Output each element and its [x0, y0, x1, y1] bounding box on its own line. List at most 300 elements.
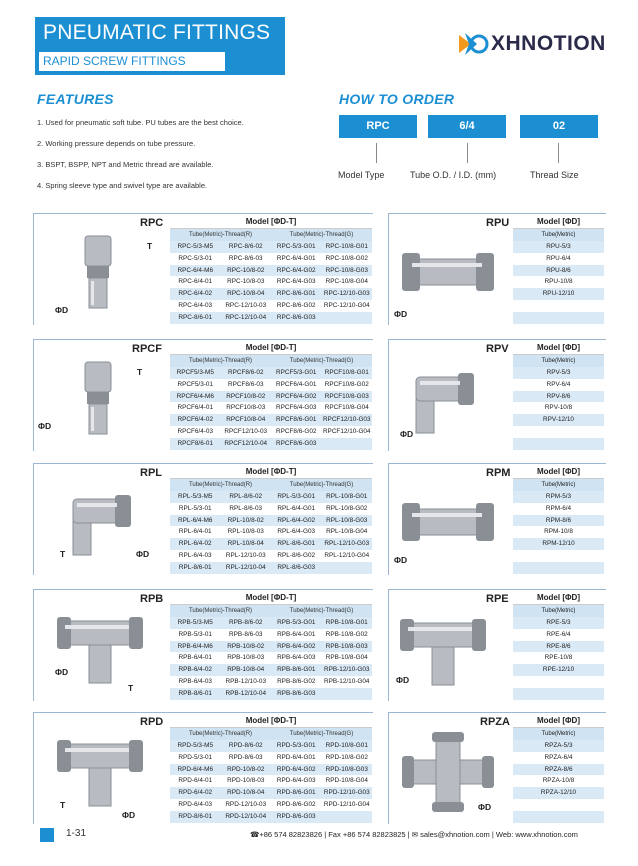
table-cell: RPL-6/4-M6	[178, 516, 213, 524]
table-cell: RPCF12/10-G03	[322, 416, 371, 424]
order-label-tube: Tube O.D. / I.D. (mm)	[410, 170, 497, 180]
table-cell: RPC-10/8-G01	[325, 243, 368, 250]
table-row	[170, 391, 372, 403]
table-header	[170, 605, 372, 617]
table-cell: RPB-5/3-G01	[277, 619, 316, 626]
table-cell: RPD-5/3-G01	[276, 742, 316, 749]
table-cell: RPL-10/8-G01	[326, 493, 368, 500]
page-marker	[40, 828, 54, 842]
table-row	[170, 515, 372, 527]
table-title: Model [ΦD-T]	[170, 590, 372, 605]
dimension-label-t: T	[137, 367, 143, 377]
order-connector	[376, 143, 377, 163]
table-row	[513, 562, 604, 574]
fitting-image	[55, 481, 150, 563]
table-cell: RPCF10/8-04	[226, 416, 266, 424]
fitting-image	[55, 357, 147, 439]
model-table	[513, 713, 604, 823]
table-row	[170, 367, 372, 379]
table-cell: RPC-10/8-03	[227, 278, 265, 286]
fitting-image	[55, 607, 147, 689]
dimension-label-d: ΦD	[400, 429, 414, 439]
fitting-image	[55, 730, 147, 812]
table-row	[170, 300, 372, 312]
table-row	[170, 676, 372, 688]
table-row: RPM-8/6	[513, 515, 604, 527]
dimension-label-d: ΦD	[55, 667, 69, 677]
table-title: Model [ΦD]	[513, 214, 604, 229]
page-title: PNEUMATIC FITTINGS	[43, 21, 271, 44]
model-table	[170, 464, 372, 574]
page-subtitle: RAPID SCREW FITTINGS	[39, 52, 225, 71]
order-connector	[558, 143, 559, 163]
table-row	[170, 265, 372, 277]
model-table	[170, 340, 372, 450]
table-cell: RPB-6/4-02	[178, 666, 212, 674]
table-row: RPV-5/3	[513, 367, 604, 379]
dimension-label-t: T	[147, 241, 153, 251]
table-cell: RPL-12/10-G04	[324, 551, 370, 559]
table-cell: RPD-8/6-G02	[276, 800, 316, 808]
table-row: RPZA-5/3	[513, 740, 604, 752]
table-row: RPU-10/8	[544, 278, 573, 286]
column-header: Tube(Metric)	[513, 605, 604, 617]
table-cell: RPL-8/6-02	[229, 493, 263, 500]
table-cell: RPC-10/8-04	[227, 290, 265, 298]
table-cell: RPCF6/4-02	[177, 416, 214, 424]
table-cell: RPL-10/8-G03	[326, 516, 368, 524]
table-cell: RPB-8/6-03	[229, 630, 263, 638]
contact-info: ☎+86 574 82823826 | Fax +86 574 82823825 | ✉ sales@xhnotion.com | Web: www.xhnotion.com	[250, 830, 578, 839]
table-cell: RPB-6/4-01	[178, 654, 212, 662]
product-code: RPL	[140, 467, 162, 479]
table-cell: RPL-12/10-04	[225, 563, 266, 571]
table-row: RPE-6/4	[546, 630, 571, 638]
table-row	[170, 253, 372, 265]
column-header: Tube(Metric)-Thread(G)	[289, 232, 354, 238]
table-cell: RPC-10/8-G03	[325, 266, 368, 274]
table-cell: RPD-6/4-M6	[177, 765, 213, 773]
product-code: RPC	[140, 217, 164, 229]
logo-icon	[455, 27, 489, 61]
table-title: Model [ΦD-T]	[170, 340, 372, 355]
table-cell: RPL-10/8-03	[227, 528, 264, 536]
table-row	[170, 503, 372, 515]
model-table	[513, 590, 604, 700]
table-cell: RPCF8/6-01	[177, 439, 214, 447]
table-title: Model [ΦD-T]	[170, 214, 372, 229]
table-cell: RPB-12/10-04	[225, 689, 266, 697]
table-cell	[322, 562, 373, 574]
table-row	[170, 740, 372, 752]
column-header: Tube(Metric)	[513, 728, 604, 740]
table-row	[170, 312, 372, 324]
table-row: RPM-5/3	[513, 491, 604, 503]
table-cell: RPD-10/8-04	[227, 789, 265, 797]
table-cell: RPB-12/10-G04	[324, 677, 370, 685]
table-cell	[322, 438, 373, 450]
column-header: Tube(Metric)-Thread(R)	[188, 731, 253, 737]
table-row	[170, 526, 372, 538]
table-cell: RPD-10/8-03	[227, 777, 265, 785]
table-row	[513, 811, 604, 823]
dimension-label-d: ΦD	[136, 549, 150, 559]
table-cell: RPL-12/10-G03	[324, 540, 370, 548]
fitting-image	[398, 609, 498, 689]
table-row	[513, 676, 604, 688]
page-number: 1-31	[66, 828, 87, 839]
column-header: Tube(Metric)-Thread(R)	[188, 232, 253, 238]
order-box-thread: 02	[520, 115, 598, 138]
table-cell: RPB-8/6-G01	[277, 666, 316, 674]
table-cell: RPCF8/6-G03	[276, 439, 317, 447]
table-cell: RPCF5/3-M5	[176, 369, 214, 376]
fitting-image	[398, 359, 498, 439]
table-row: RPE-8/6	[513, 641, 604, 653]
order-box-tube: 6/4	[428, 115, 506, 138]
dimension-label-d: ΦD	[478, 802, 492, 812]
table-cell: RPB-6/4-G03	[277, 654, 316, 662]
table-cell: RPCF8/6-G01	[276, 416, 317, 424]
table-cell: RPB-10/8-04	[227, 666, 265, 674]
product-code: RPM	[486, 467, 511, 479]
table-row	[170, 241, 372, 253]
features-heading: FEATURES	[37, 91, 114, 107]
order-label-model: Model Type	[338, 170, 385, 180]
order-box-model: RPC	[339, 115, 417, 138]
table-cell: RPL-8/6-G01	[277, 540, 316, 548]
column-header: Tube(Metric)	[513, 355, 604, 367]
table-cell	[322, 688, 373, 700]
table-cell: RPD-12/10-03	[225, 800, 267, 808]
table-cell: RPCF10/8-G04	[324, 404, 369, 412]
table-cell: RPD-8/6-03	[228, 753, 263, 761]
table-cell: RPCF12/10-03	[224, 427, 268, 435]
column-header: Tube(Metric)-Thread(R)	[188, 358, 253, 364]
table-cell: RPCF6/4-G01	[276, 380, 317, 388]
table-header	[170, 355, 372, 367]
table-cell: RPB-5/3-M5	[177, 619, 213, 626]
table-cell: RPCF6/4-03	[177, 427, 214, 435]
table-cell: RPL-6/4-01	[178, 528, 212, 536]
table-cell: RPB-8/6-G03	[277, 689, 316, 697]
table-row	[170, 617, 372, 629]
table-cell: RPL-10/8-G02	[326, 504, 368, 512]
table-cell: RPL-10/8-02	[227, 516, 264, 524]
table-cell: RPD-5/3-01	[178, 753, 213, 761]
table-cell: RPCF12/10-04	[224, 439, 268, 447]
table-cell: RPB-10/8-02	[227, 642, 265, 650]
table-cell: RPC-6/4-01	[178, 278, 213, 286]
table-row	[170, 652, 372, 664]
feature-item: 3. BSPT, BSPP, NPT and Metric thread are available.	[37, 160, 214, 169]
model-table	[170, 590, 372, 700]
table-title: Model [ΦD]	[513, 713, 604, 728]
table-cell: RPC-6/4-G03	[276, 278, 316, 286]
table-cell: RPB-10/8-03	[227, 654, 265, 662]
header-banner	[35, 17, 285, 75]
table-row	[170, 752, 372, 764]
table-cell: RPCF6/4-01	[177, 404, 214, 412]
feature-item: 1. Used for pneumatic soft tube. PU tubes are the best choice.	[37, 118, 244, 127]
table-cell: RPC-12/10-G04	[323, 301, 370, 309]
table-row: RPM-10/8	[544, 528, 573, 536]
column-header: Tube(Metric)	[513, 229, 604, 241]
table-row	[513, 550, 604, 562]
table-cell: RPL-8/6-G03	[277, 563, 316, 571]
table-cell: RPCF6/4-M6	[176, 392, 214, 400]
table-cell: RPC-10/8-02	[227, 266, 265, 274]
table-cell: RPCF12/10-G04	[322, 427, 371, 435]
column-header: Tube(Metric)-Thread(G)	[289, 358, 354, 364]
column-header: Tube(Metric)	[513, 479, 604, 491]
table-cell: RPD-12/10-G03	[323, 789, 370, 797]
table-title: Model [ΦD]	[513, 590, 604, 605]
table-cell: RPD-8/6-G03	[276, 812, 316, 820]
table-row: RPZA-8/6	[513, 764, 604, 776]
table-cell: RPD-6/4-03	[178, 800, 213, 808]
product-code: RPD	[140, 716, 164, 728]
table-row: RPZA-6/4	[544, 753, 573, 761]
table-cell: RPB-10/8-G04	[325, 654, 368, 662]
table-cell: RPB-10/8-G01	[325, 619, 368, 626]
table-row	[170, 764, 372, 776]
table-cell: RPCF10/8-G01	[324, 369, 369, 376]
table-title: Model [ΦD]	[513, 464, 604, 479]
table-row	[170, 379, 372, 391]
table-cell: RPL-8/6-03	[229, 504, 263, 512]
model-table	[170, 713, 372, 823]
table-cell: RPL-6/4-03	[178, 551, 212, 559]
table-row	[513, 312, 604, 324]
model-table	[170, 214, 372, 324]
product-code: RPV	[486, 343, 509, 355]
table-cell: RPL-10/8-G04	[326, 528, 368, 536]
table-cell: RPCF10/8-03	[226, 404, 266, 412]
table-row	[170, 414, 372, 426]
table-row: RPZA-12/10	[513, 787, 604, 799]
table-row: RPE-5/3	[513, 617, 604, 629]
table-row	[170, 775, 372, 787]
table-cell: RPCF5/3-01	[177, 380, 214, 388]
column-header: Tube(Metric)-Thread(G)	[289, 608, 354, 614]
product-code: RPZA	[480, 716, 510, 728]
table-cell: RPD-8/6-G01	[276, 789, 316, 797]
table-row	[170, 276, 372, 288]
table-cell: RPC-12/10-04	[225, 313, 267, 321]
table-row	[170, 491, 372, 503]
table-row	[170, 438, 372, 450]
table-cell: RPL-6/4-G02	[277, 516, 316, 524]
table-row: RPZA-10/8	[542, 777, 575, 785]
product-code: RPU	[486, 217, 510, 229]
table-cell: RPL-6/4-G01	[277, 504, 316, 512]
table-cell: RPD-12/10-04	[225, 812, 267, 820]
table-cell: RPB-6/4-G02	[277, 642, 316, 650]
table-cell: RPB-8/6-02	[229, 619, 263, 626]
table-cell: RPC-6/4-03	[178, 301, 213, 309]
table-row: RPU-6/4	[546, 254, 571, 262]
column-header: Tube(Metric)-Thread(G)	[289, 731, 354, 737]
table-row	[513, 426, 604, 438]
dimension-label-t: T	[60, 800, 66, 810]
feature-item: 4. Spring sleeve type and swivel type are available.	[37, 181, 208, 190]
table-cell: RPD-10/8-02	[227, 765, 265, 773]
table-cell: RPC-5/3-01	[178, 254, 213, 262]
table-cell: RPB-10/8-G02	[325, 630, 368, 638]
order-heading: HOW TO ORDER	[339, 91, 455, 107]
model-table	[513, 340, 604, 450]
feature-item: 2. Working pressure depends on tube pressure.	[37, 139, 196, 148]
product-code: RPE	[486, 593, 509, 605]
table-cell: RPCF10/8-G03	[324, 392, 369, 400]
table-cell: RPCF6/4-G03	[276, 404, 317, 412]
table-cell: RPB-6/4-03	[178, 677, 212, 685]
dimension-label-d: ΦD	[394, 555, 408, 565]
table-cell: RPCF5/3-G01	[276, 369, 317, 376]
table-cell: RPL-12/10-03	[225, 551, 266, 559]
product-code: RPCF	[132, 343, 162, 355]
table-header	[170, 728, 372, 740]
table-cell: RPCF8/6-03	[227, 380, 264, 388]
table-cell: RPCF8/6-02	[227, 369, 264, 376]
table-cell: RPCF10/8-G02	[324, 380, 369, 388]
column-header: Tube(Metric)-Thread(R)	[188, 608, 253, 614]
table-row	[170, 787, 372, 799]
table-cell: RPD-10/8-G01	[325, 742, 368, 749]
table-cell: RPD-5/3-M5	[177, 742, 213, 749]
dimension-label-t: T	[60, 549, 66, 559]
table-cell: RPB-6/4-G01	[277, 630, 316, 638]
table-cell: RPL-10/8-04	[227, 540, 264, 548]
dimension-label-t: T	[128, 683, 134, 693]
table-cell: RPB-8/6-01	[178, 689, 212, 697]
order-connector	[467, 143, 468, 163]
column-header: Tube(Metric)-Thread(R)	[188, 482, 253, 488]
fitting-image	[398, 483, 498, 563]
table-cell: RPC-8/6-03	[228, 254, 263, 262]
fitting-image	[398, 233, 498, 313]
fitting-image	[398, 732, 498, 812]
table-cell: RPB-8/6-G02	[277, 677, 316, 685]
table-row: RPM-12/10	[513, 538, 604, 550]
table-cell: RPL-5/3-M5	[178, 493, 213, 500]
table-row	[170, 799, 372, 811]
table-cell: RPL-6/4-02	[178, 540, 212, 548]
table-cell: RPL-8/6-G02	[277, 551, 316, 559]
table-cell: RPD-6/4-02	[178, 789, 213, 797]
table-row: RPE-10/8	[544, 654, 573, 662]
table-row: RPV-12/10	[513, 414, 604, 426]
table-row: RPM-6/4	[545, 504, 572, 512]
table-cell: RPC-12/10-G03	[323, 290, 370, 298]
dimension-label-d: ΦD	[38, 421, 52, 431]
table-cell: RPD-12/10-G04	[323, 800, 370, 808]
table-cell: RPC-5/3-M5	[177, 243, 213, 250]
order-label-thread: Thread Size	[530, 170, 579, 180]
table-cell: RPB-5/3-01	[178, 630, 212, 638]
table-title: Model [ΦD]	[513, 340, 604, 355]
table-row: RPV-8/6	[513, 391, 604, 403]
table-cell: RPC-8/6-G03	[276, 313, 316, 321]
table-cell: RPC-5/3-G01	[276, 243, 316, 250]
table-cell: RPB-10/8-G03	[325, 642, 368, 650]
table-cell: RPD-6/4-01	[178, 777, 213, 785]
table-cell	[322, 312, 373, 324]
table-row	[170, 629, 372, 641]
table-row	[170, 811, 372, 823]
table-cell: RPB-12/10-G03	[324, 666, 370, 674]
brand-logo	[455, 26, 606, 62]
fitting-image	[55, 231, 147, 313]
table-row	[513, 688, 604, 700]
table-cell: RPC-10/8-G04	[325, 278, 368, 286]
table-cell: RPB-6/4-M6	[177, 642, 213, 650]
table-row: RPE-12/10	[513, 664, 604, 676]
table-cell: RPCF6/4-G02	[276, 392, 317, 400]
table-row	[170, 550, 372, 562]
table-header	[170, 229, 372, 241]
table-title: Model [ΦD-T]	[170, 713, 372, 728]
table-row: RPV-10/8	[544, 404, 573, 412]
table-row: RPU-5/3	[513, 241, 604, 253]
table-cell	[322, 811, 373, 823]
table-cell: RPL-6/4-G03	[277, 528, 316, 536]
table-row: RPU-8/6	[513, 265, 604, 277]
table-cell: RPC-8/6-01	[178, 313, 213, 321]
product-code: RPB	[140, 593, 164, 605]
table-row	[170, 664, 372, 676]
table-title: Model [ΦD-T]	[170, 464, 372, 479]
table-cell: RPL-5/3-01	[178, 504, 212, 512]
table-cell: RPC-6/4-02	[178, 290, 213, 298]
model-table	[513, 214, 604, 324]
table-cell: RPD-8/6-01	[178, 812, 213, 820]
logo-text: XHNOTION	[491, 32, 606, 55]
table-cell: RPD-6/4-G03	[276, 777, 316, 785]
table-row	[513, 300, 604, 312]
table-cell: RPD-6/4-G01	[276, 753, 316, 761]
dimension-label-d: ΦD	[122, 810, 136, 820]
table-header	[170, 479, 372, 491]
table-cell: RPC-8/6-G01	[276, 290, 316, 298]
table-cell: RPD-10/8-G02	[325, 753, 368, 761]
table-row	[170, 426, 372, 438]
table-row	[170, 562, 372, 574]
table-cell: RPB-12/10-03	[225, 677, 266, 685]
table-cell: RPC-12/10-03	[225, 301, 267, 309]
table-cell: RPCF8/6-G02	[276, 427, 317, 435]
table-row	[170, 688, 372, 700]
table-cell: RPD-8/6-02	[228, 742, 263, 749]
table-cell: RPC-8/6-G02	[276, 301, 316, 309]
table-cell: RPD-10/8-G04	[325, 777, 368, 785]
table-cell: RPC-6/4-G02	[276, 266, 316, 274]
table-cell: RPC-6/4-G01	[276, 254, 316, 262]
table-cell: RPD-6/4-G02	[276, 765, 316, 773]
table-cell: RPCF10/8-02	[226, 392, 266, 400]
dimension-label-d: ΦD	[55, 305, 69, 315]
table-cell: RPL-8/6-01	[178, 563, 212, 571]
table-cell: RPL-5/3-G01	[277, 493, 316, 500]
table-cell: RPC-6/4-M6	[177, 266, 213, 274]
table-cell: RPC-10/8-G02	[325, 254, 368, 262]
table-row	[170, 538, 372, 550]
table-row	[513, 438, 604, 450]
table-row: RPU-12/10	[513, 288, 604, 300]
table-cell: RPD-10/8-G03	[325, 765, 368, 773]
dimension-label-d: ΦD	[394, 309, 408, 319]
